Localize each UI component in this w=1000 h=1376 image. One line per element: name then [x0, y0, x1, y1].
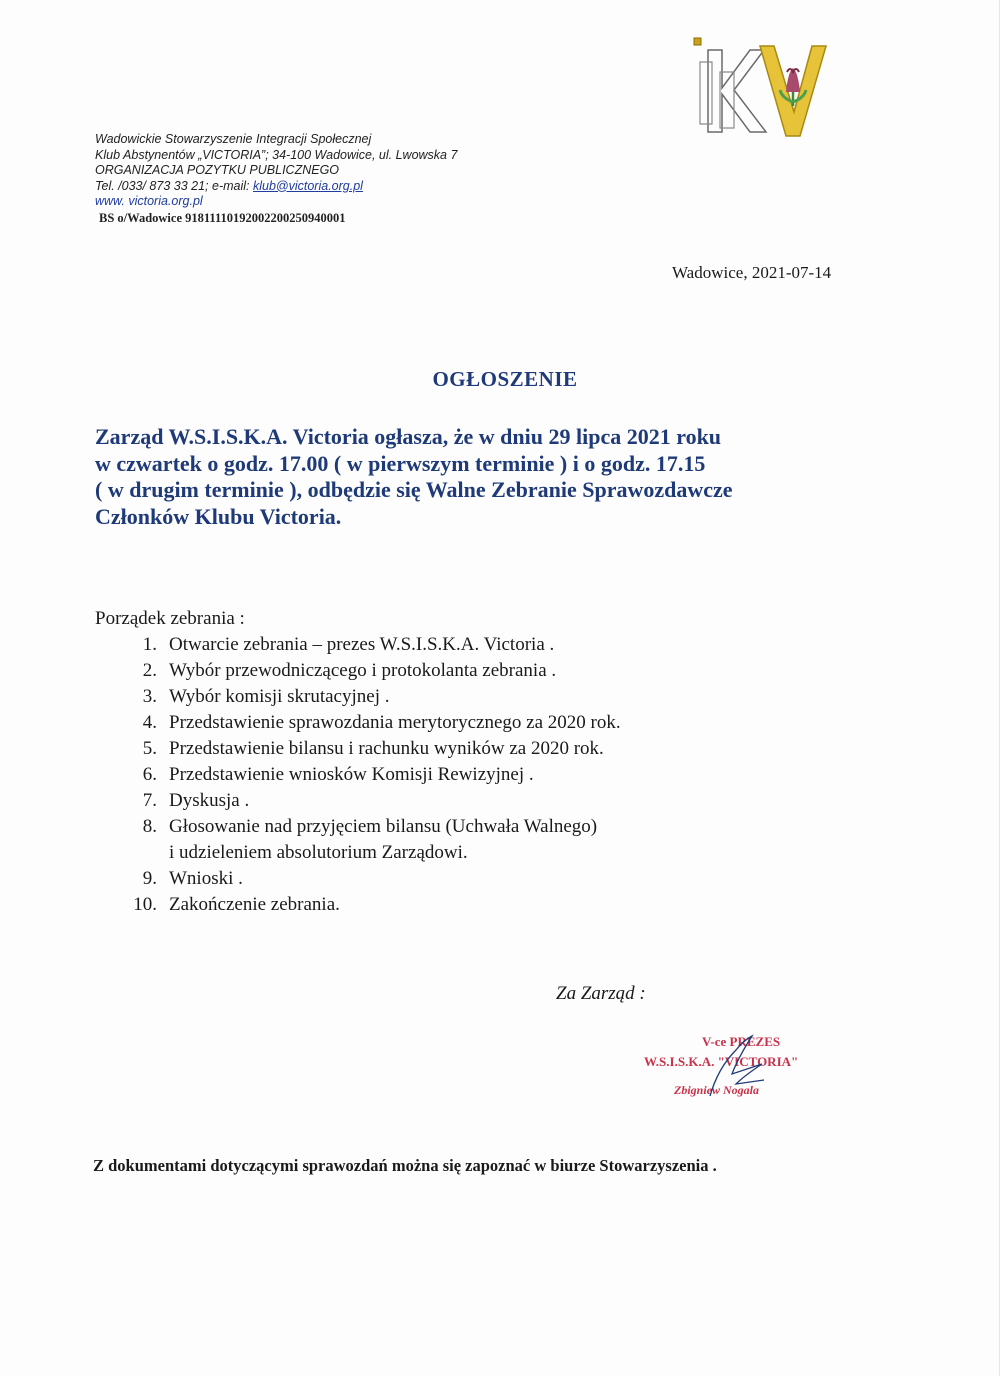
agenda-item-text: Przedstawienie sprawozdania merytorycznego za 2020 rok. [169, 712, 621, 733]
stamp-organization: W.S.I.S.K.A. "VICTORIA" [644, 1054, 799, 1069]
announcement-line: Członków Klubu Victoria. [95, 503, 342, 529]
agenda-item [95, 658, 621, 684]
website-link[interactable]: www. victoria.org.pl [95, 194, 203, 208]
agenda-item [95, 736, 621, 762]
agenda-item-number: 9. [142, 868, 157, 889]
announcement-line: w czwartek o godz. 17.00 ( w pierwszym terminie ) i o godz. 17.15 [95, 450, 706, 476]
agenda-item-continuation [95, 840, 621, 866]
announcement-line: ( w drugim terminie ), odbędzie się Walne Zebranie Sprawozdawcze [95, 477, 733, 502]
document-date: Wadowice, 2021-07-14 [672, 263, 832, 282]
agenda-item-text: Wnioski . [169, 868, 243, 889]
agenda-item-text: i udzieleniem absolutorium Zarządowi. [169, 842, 468, 863]
document-title: OGŁOSZENIE [432, 367, 578, 391]
agenda-item-number: 6. [142, 764, 157, 785]
agenda-list [95, 632, 621, 918]
phone-text: Tel. /033/ 873 33 21; e-mail: [95, 178, 253, 193]
agenda [95, 606, 621, 918]
agenda-item-text: Głosowanie nad przyjęciem bilansu (Uchwała Walnego) [169, 816, 598, 837]
agenda-item [95, 710, 621, 736]
agenda-item-number: 2. [142, 660, 157, 681]
bank-account: BS o/Wadowice 91811110192002200250940001 [99, 210, 346, 225]
agenda-item-number [95, 840, 169, 866]
agenda-heading: Porządek zebrania : [95, 608, 245, 629]
header-line-org-name: Wadowickie Stowarzyszenie Integracji Społecznej [95, 132, 372, 146]
announcement-line: Zarząd W.S.I.S.K.A. Victoria ogłasza, że w dniu 29 lipca 2021 roku [95, 424, 722, 449]
agenda-item [95, 684, 621, 710]
agenda-item [95, 632, 621, 658]
agenda-item-number: 10. [133, 894, 157, 915]
email-link[interactable]: klub@victoria.org.pl [252, 178, 363, 193]
official-stamp [640, 1028, 840, 1108]
agenda-item-text: Otwarcie zebrania – prezes W.S.I.S.K.A. Victoria . [169, 634, 555, 655]
agenda-item-text: Przedstawienie bilansu i rachunku wyników za 2020 rok. [169, 738, 604, 759]
agenda-item-number: 4. [142, 712, 157, 733]
header-line-address: Klub Abstynentów „VICTORIA”; 34-100 Wadowice, ul. Lwowska 7 [95, 147, 458, 162]
agenda-item-text: Zakończenie zebrania. [169, 894, 340, 915]
agenda-item-text: Dyskusja . [169, 790, 250, 811]
agenda-item-text: Wybór komisji skrutacyjnej . [169, 686, 390, 707]
agenda-item-number: 1. [142, 634, 157, 655]
agenda-item-text: Wybór przewodniczącego i protokolanta zebrania . [169, 660, 557, 681]
header-line-status: ORGANIZACJA POZYTKU PUBLICZNEGO [95, 163, 340, 177]
footer-note: Z dokumentami dotyczącymi sprawozdań można się zapoznać w biurze Stowarzyszenia . [93, 1156, 717, 1175]
organization-header [95, 132, 457, 226]
header-line-contact [95, 179, 457, 195]
agenda-item-number: 5. [142, 738, 157, 759]
signoff-label: Za Zarząd : [556, 983, 646, 1004]
agenda-item-text: Przedstawienie wniosków Komisji Rewizyjnej . [169, 764, 534, 785]
stamp-name: Zbigniew Nogala [674, 1083, 760, 1097]
agenda-item [95, 892, 621, 918]
agenda-item-number: 8. [142, 816, 157, 837]
agenda-item [95, 814, 621, 840]
announcement-text [95, 424, 885, 530]
agenda-item [95, 788, 621, 814]
agenda-item-number: 3. [142, 686, 157, 707]
stamp-title: V-ce PREZES [702, 1034, 781, 1049]
victoria-logo [690, 32, 830, 142]
agenda-item-number: 7. [142, 790, 157, 811]
agenda-item [95, 866, 621, 892]
agenda-item [95, 762, 621, 788]
